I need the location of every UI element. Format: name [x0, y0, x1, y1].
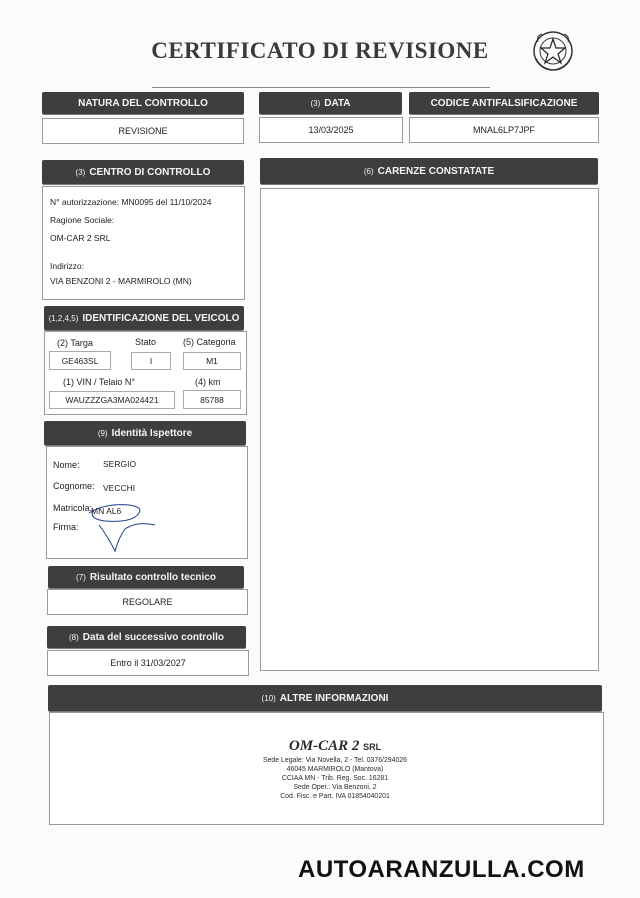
vin-field: [49, 391, 175, 409]
document-title: CERTIFICATO DI REVISIONE: [151, 38, 489, 63]
stamp-name: OM-CAR 2: [288, 738, 360, 754]
carenze-box: [260, 188, 599, 671]
stato-label: Stato: [135, 337, 157, 347]
stamp-line-2: 46045 MARMIROLO (Mantova): [286, 764, 384, 773]
ispettore-num: (9): [97, 428, 108, 438]
cognome-value: VECCHI: [103, 483, 136, 493]
altre-header: [48, 685, 602, 711]
data-label: DATA: [324, 97, 351, 109]
km-value: 85788: [200, 394, 224, 405]
stamp-line-3: CCIAA MN - Trib. Reg. Soc. 16281: [281, 773, 389, 782]
veicolo-box: [44, 331, 247, 415]
ispettore-header: [44, 421, 246, 445]
centro-header: [42, 160, 244, 184]
autorizzazione-text: N° autorizzazione: MN0095 del 11/10/2024: [50, 197, 212, 207]
company-stamp: [210, 738, 460, 800]
risultato-label: Risultato controllo tecnico: [89, 571, 216, 583]
stamp-line-1: Sede Legale: Via Novella, 2 - Tel. 0376/294026: [262, 755, 407, 764]
codice-value-box: [409, 117, 599, 143]
risultato-value-box: [47, 589, 248, 615]
indirizzo-label: Indirizzo:: [50, 261, 85, 271]
categoria-value: M1: [206, 356, 218, 366]
ragione-value: OM-CAR 2 SRL: [50, 233, 111, 243]
matricola-value: MN AL6: [91, 506, 122, 516]
km-field: [183, 390, 241, 409]
carenze-header: [260, 158, 598, 184]
data-value-box: [259, 117, 403, 143]
stamp-line-4: Sede Oper.: Via Benzoni, 2: [293, 782, 377, 791]
vin-value: WAUZZZGA3MA024421: [65, 395, 159, 405]
successivo-label: Data del successivo controllo: [82, 631, 224, 643]
veicolo-header: [44, 306, 244, 330]
carenze-num: (6): [363, 166, 374, 176]
risultato-num: (7): [76, 572, 86, 582]
centro-num: (3): [75, 167, 86, 177]
veicolo-label: IDENTIFICAZIONE DEL VEICOLO: [82, 312, 240, 324]
categoria-field: [183, 352, 241, 370]
targa-label: (2) Targa: [57, 338, 93, 348]
ispettore-box: [46, 446, 248, 559]
signature-icon: [85, 499, 157, 555]
stamp-suffix: SRL: [363, 742, 382, 752]
ispettore-label: Identità Ispettore: [111, 427, 193, 439]
codice-label: CODICE ANTIFALSIFICAZIONE: [430, 97, 578, 109]
natura-value: REVISIONE: [118, 126, 168, 136]
stato-field: [131, 352, 171, 370]
categoria-label: (5) Categoria: [183, 337, 236, 347]
successivo-value-box: [47, 650, 249, 676]
codice-header: [409, 92, 599, 114]
km-label: (4) km: [195, 377, 221, 387]
stamp-name-row: [210, 738, 460, 755]
data-value: 13/03/2025: [308, 125, 354, 135]
stamp-line-5: Cod. Fisc. e Part. IVA 01854040201: [280, 791, 390, 800]
risultato-value: REGOLARE: [122, 597, 173, 607]
ragione-label: Ragione Sociale:: [50, 215, 115, 225]
successivo-value: Entro il 31/03/2027: [110, 658, 186, 668]
altre-num: (10): [261, 693, 276, 703]
indirizzo-value: VIA BENZONI 2 - MARMIROLO (MN): [50, 276, 192, 286]
matricola-label: Matricola:: [53, 503, 93, 513]
title-underline: [152, 87, 490, 88]
carenze-label: CARENZE CONSTATATE: [377, 165, 495, 177]
successivo-num: (8): [69, 632, 79, 642]
risultato-header: [48, 566, 244, 588]
centro-box: [42, 186, 245, 300]
centro-label: CENTRO DI CONTROLLO: [89, 166, 211, 178]
data-num: (3): [310, 98, 321, 108]
vin-label: (1) VIN / Telaio N°: [63, 377, 135, 387]
stato-value: I: [149, 356, 153, 366]
natura-label: NATURA DEL CONTROLLO: [78, 97, 208, 109]
data-header: [259, 92, 402, 114]
successivo-header: [47, 626, 246, 648]
codice-value: MNAL6LP7JPF: [472, 125, 536, 135]
natura-header: [42, 92, 244, 114]
altre-label: ALTRE INFORMAZIONI: [279, 692, 389, 704]
targa-field: [49, 351, 111, 370]
natura-value-box: [42, 118, 244, 144]
firma-label: Firma:: [53, 522, 79, 532]
nome-label: Nome:: [53, 460, 80, 470]
republic-emblem-icon: [530, 28, 576, 74]
watermark-brand: AUTOARANZULLA.COM: [298, 856, 585, 883]
veicolo-num: (1,2,4,5): [48, 313, 79, 323]
nome-value: SERGIO: [103, 459, 137, 469]
targa-value: GE463SL: [61, 355, 99, 366]
cognome-label: Cognome:: [53, 481, 95, 491]
